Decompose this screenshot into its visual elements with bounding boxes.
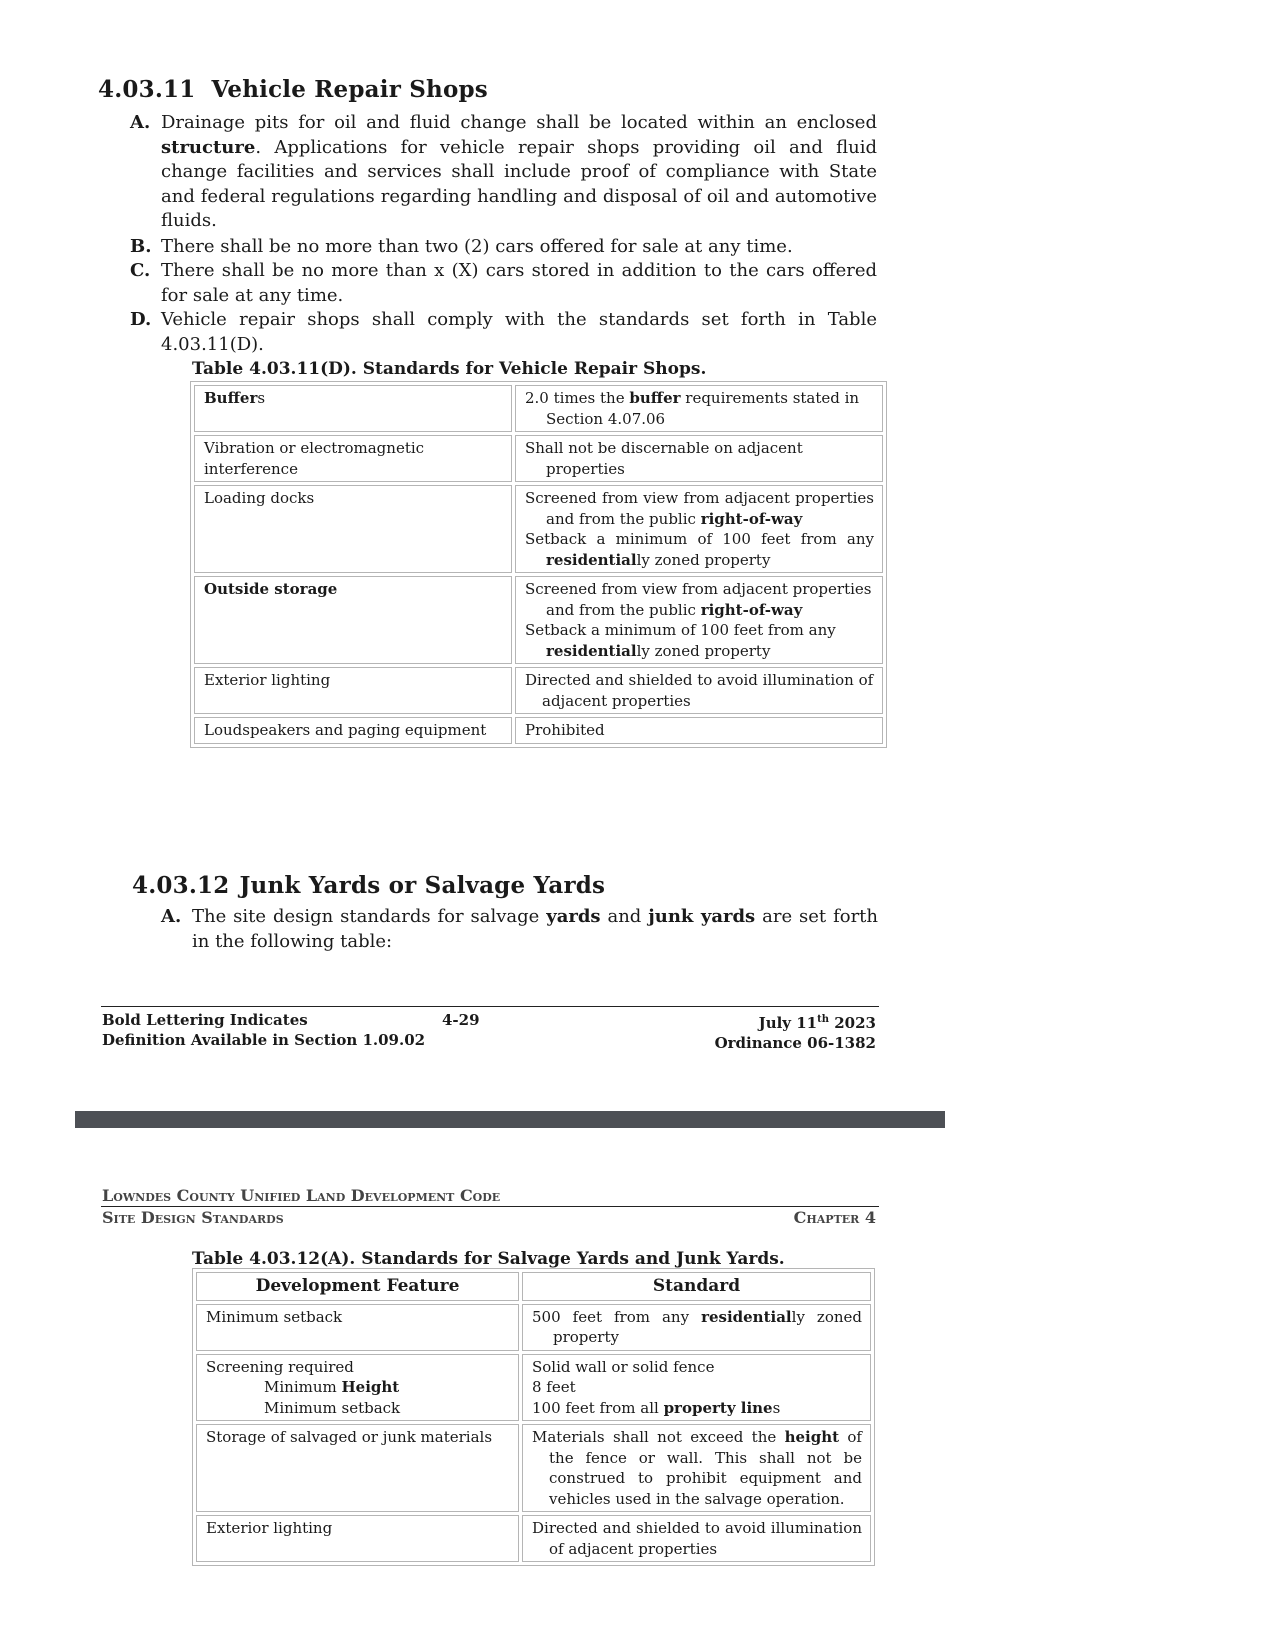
footer-left: Bold Lettering Indicates Definition Available in Section 1.09.02 xyxy=(102,1011,426,1049)
standard-cell: 500 feet from any residentially zoned property xyxy=(522,1304,871,1351)
table-row xyxy=(196,1354,871,1422)
feature-cell: Buffers xyxy=(194,385,512,432)
standard-cell: Solid wall or solid fence 8 feet 100 feet from all property lines xyxy=(522,1354,871,1422)
section-title: Junk Yards or Salvage Yards xyxy=(239,872,606,899)
table-row xyxy=(196,1424,871,1512)
item-label: A. xyxy=(130,112,151,133)
defined-term: structure xyxy=(161,136,256,158)
table-row xyxy=(194,576,883,664)
standard-cell: Materials shall not exceed the height of the fence or wall. This shall not be construed to prohibit equipment and vehicles used in the salvage operation. xyxy=(522,1424,871,1512)
table-caption: Table 4.03.11(D). Standards for Vehicle Repair Shops. xyxy=(192,359,707,379)
table-caption: Table 4.03.12(A). Standards for Salvage Yards and Junk Yards. xyxy=(192,1249,785,1269)
table-row xyxy=(194,485,883,573)
feature-cell: Storage of salvaged or junk materials xyxy=(196,1424,519,1512)
feature-cell: Minimum setback xyxy=(196,1304,519,1351)
table-row xyxy=(196,1515,871,1562)
item-label: A. xyxy=(161,906,182,927)
header-title: Lowndes County Unified Land Development Code xyxy=(102,1186,501,1205)
standard-cell: Directed and shielded to avoid illumination of adjacent properties xyxy=(522,1515,871,1562)
table-row xyxy=(196,1304,871,1351)
vehicle-repair-standards-table xyxy=(190,381,887,748)
item-label: D. xyxy=(130,309,152,330)
feature-cell: Outside storage xyxy=(194,576,512,664)
item-c: C. There shall be no more than x (X) cars stored in addition to the cars offered for sale at any time. xyxy=(130,260,877,306)
header-subtitle: Site Design Standards xyxy=(102,1208,284,1227)
header-chapter: Chapter 4 xyxy=(793,1208,876,1227)
page-number: 4-29 xyxy=(442,1011,480,1029)
item-b: B. There shall be no more than two (2) cars offered for sale at any time. xyxy=(161,235,877,260)
page-separator xyxy=(75,1111,945,1128)
feature-cell: Loudspeakers and paging equipment xyxy=(194,717,512,744)
header-rule xyxy=(101,1206,879,1207)
section-number: 4.03.11 xyxy=(98,76,196,103)
salvage-yard-standards-table xyxy=(192,1268,875,1566)
item-d: D. Vehicle repair shops shall comply with the standards set forth in Table 4.03.11(D). xyxy=(130,309,877,355)
column-header: Standard xyxy=(522,1272,871,1301)
table-header-row xyxy=(196,1272,871,1301)
section-number: 4.03.12 xyxy=(132,872,230,899)
footer-rule xyxy=(101,1006,879,1007)
standard-cell: 2.0 times the buffer requirements stated in Section 4.07.06 xyxy=(515,385,883,432)
item-label: B. xyxy=(130,236,152,257)
standard-cell: Shall not be discernable on adjacent properties xyxy=(515,435,883,482)
feature-cell: Vibration or electromagnetic interference xyxy=(194,435,512,482)
standard-cell: Prohibited xyxy=(515,717,883,744)
section-heading-4-03-11 xyxy=(98,76,488,103)
table-row xyxy=(194,385,883,432)
section-heading-4-03-12 xyxy=(132,872,605,899)
feature-cell: Screening required Minimum Height Minimum setback xyxy=(196,1354,519,1422)
feature-cell: Exterior lighting xyxy=(194,667,512,714)
standard-cell: Screened from view from adjacent properties and from the public right-of-way Setback a minimum of 100 feet from any residentially zoned property xyxy=(515,485,883,573)
footer-right: July 11th 2023 Ordinance 06-1382 xyxy=(714,1014,876,1052)
item-label: C. xyxy=(130,260,151,281)
table-row xyxy=(194,667,883,714)
table-row xyxy=(194,717,883,744)
standard-cell: Directed and shielded to avoid illumination of adjacent properties xyxy=(515,667,883,714)
defined-term: yards xyxy=(546,906,601,927)
feature-cell: Loading docks xyxy=(194,485,512,573)
section-title: Vehicle Repair Shops xyxy=(211,76,488,103)
defined-term: junk yards xyxy=(648,906,756,927)
standard-cell: Screened from view from adjacent properties and from the public right-of-way Setback a minimum of 100 feet from any residentially zoned property xyxy=(515,576,883,664)
table-row xyxy=(194,435,883,482)
item-a-junk-yards: A. The site design standards for salvage yards and junk yards are set forth in the following table: xyxy=(161,906,878,952)
column-header: Development Feature xyxy=(196,1272,519,1301)
feature-cell: Exterior lighting xyxy=(196,1515,519,1562)
item-a: A. Drainage pits for oil and fluid change shall be located within an enclosed structure. Applications for vehicle repair shops providing oil and fluid change facilities and services shall include proof of compliance with State and federal regulations regarding handling and disposal of oil and automotive fluids. xyxy=(130,112,877,231)
